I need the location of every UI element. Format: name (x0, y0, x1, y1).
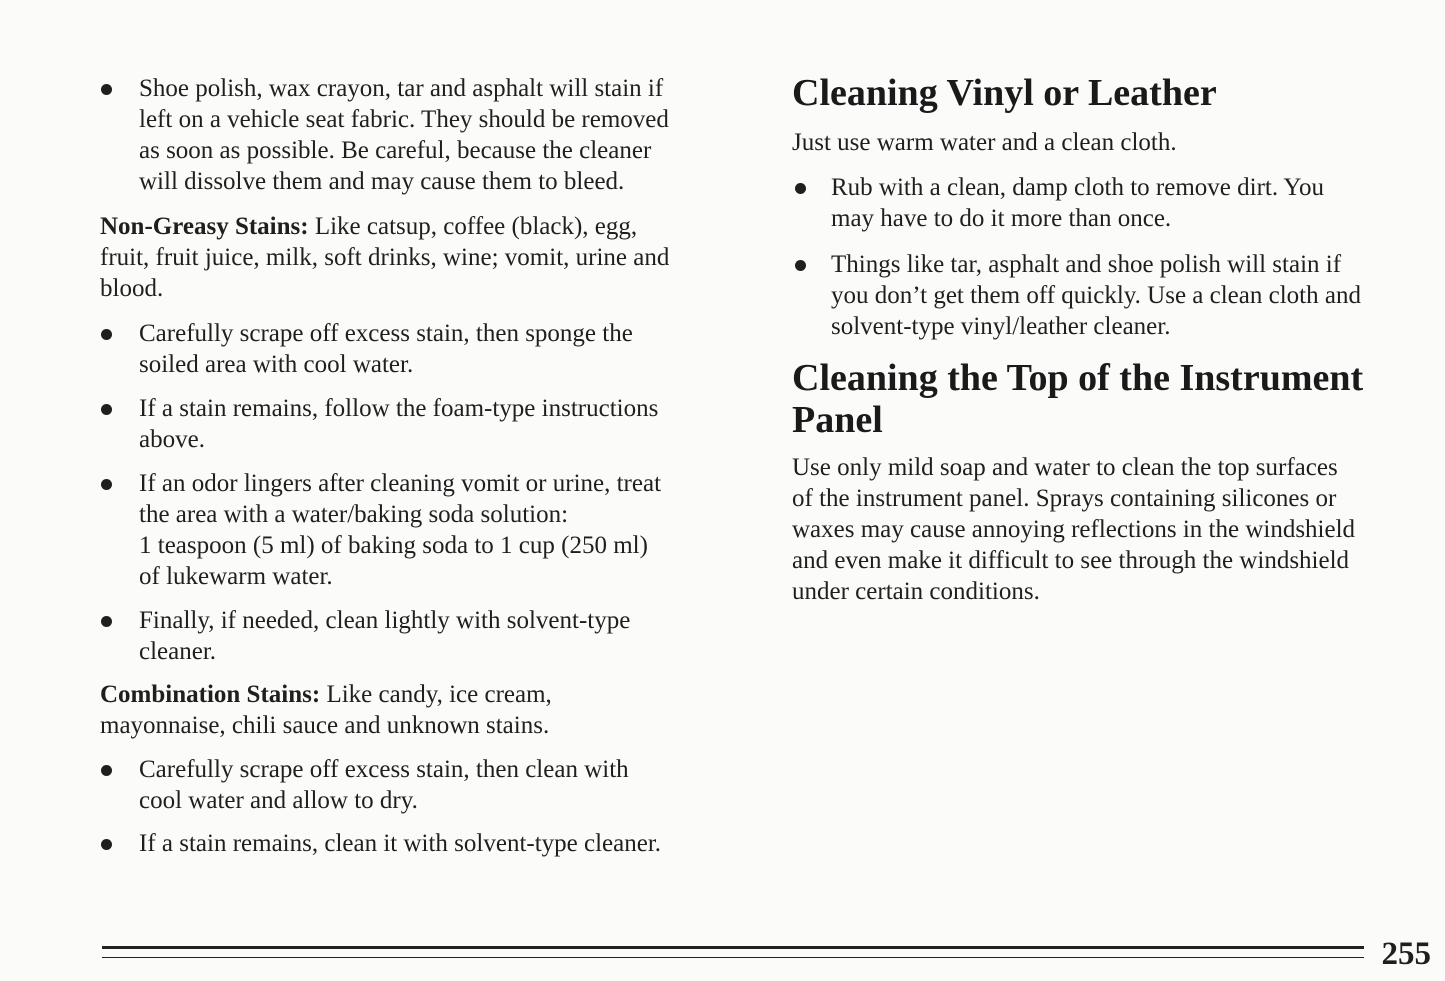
bullet-icon (101, 765, 112, 776)
list-item-text: If an odor lingers after cleaning vomit or urine, treat the area with a water/baking soda solution: 1 teaspoon (5 ml) of baking soda to 1 cup (250 ml) of lukewarm water. (139, 470, 662, 590)
bullet-icon (795, 183, 806, 194)
intro-paragraph: Just use warm water and a clean cloth. (792, 129, 1177, 156)
non-greasy-stains-label: Non-Greasy Stains: (100, 213, 309, 240)
list-item (792, 172, 1432, 234)
page-number: 255 (1381, 936, 1431, 972)
list-item (100, 318, 750, 380)
bullet-icon (101, 616, 112, 627)
list-item (100, 828, 750, 859)
list-item (100, 73, 750, 197)
list-item (100, 393, 750, 455)
bullet-icon (101, 479, 112, 490)
combination-stains-label: Combination Stains: (100, 681, 321, 708)
bullet-icon (101, 839, 112, 850)
bullet-icon (795, 260, 806, 271)
bullet-icon (101, 84, 112, 95)
footer-rule-thin (102, 957, 1364, 958)
list-item-text: Rub with a clean, damp cloth to remove dirt. You may have to do it more than once. (831, 174, 1324, 232)
non-greasy-stains-paragraph: Non-Greasy Stains: Like catsup, coffee (black), egg, fruit, fruit juice, milk, soft drinks, wine; vomit, urine and blood. (100, 213, 670, 302)
instrument-panel-paragraph: Use only mild soap and water to clean the top surfaces of the instrument panel. Sprays containing silicones or waxes may cause annoying reflections in the windshield and even make it difficult to see through the windshield under certain conditions. (792, 454, 1356, 605)
list-item (100, 605, 750, 667)
list-item-text: Shoe polish, wax crayon, tar and asphalt will stain if left on a vehicle seat fabric. They should be removed as soon as possible. Be careful, because the cleaner will dissolve them and may cause them to bleed. (139, 75, 669, 195)
bullet-icon (101, 329, 112, 340)
footer-rule-thick (102, 946, 1364, 949)
list-item-text: Carefully scrape off excess stain, then clean with cool water and allow to dry. (139, 756, 629, 814)
list-item-text: Finally, if needed, clean lightly with solvent-type cleaner. (139, 607, 631, 665)
list-item-text: Things like tar, asphalt and shoe polish will stain if you don’t get them off quickly. Use a clean cloth and solvent-type vinyl/leather cleaner. (831, 251, 1361, 340)
combination-stains-paragraph: Combination Stains: Like candy, ice cream, mayonnaise, chili sauce and unknown stains. (100, 681, 552, 739)
section-heading-vinyl-leather: Cleaning Vinyl or Leather (792, 72, 1217, 114)
list-item (100, 754, 750, 816)
list-item (100, 468, 750, 592)
bullet-icon (101, 404, 112, 415)
list-item-text: If a stain remains, follow the foam-type instructions above. (139, 395, 659, 453)
list-item (792, 249, 1432, 342)
list-item-text: If a stain remains, clean it with solvent-type cleaner. (139, 830, 662, 857)
list-item-text: Carefully scrape off excess stain, then sponge the soiled area with cool water. (139, 320, 633, 378)
section-heading-instrument-panel: Cleaning the Top of the Instrument Panel (792, 357, 1364, 441)
